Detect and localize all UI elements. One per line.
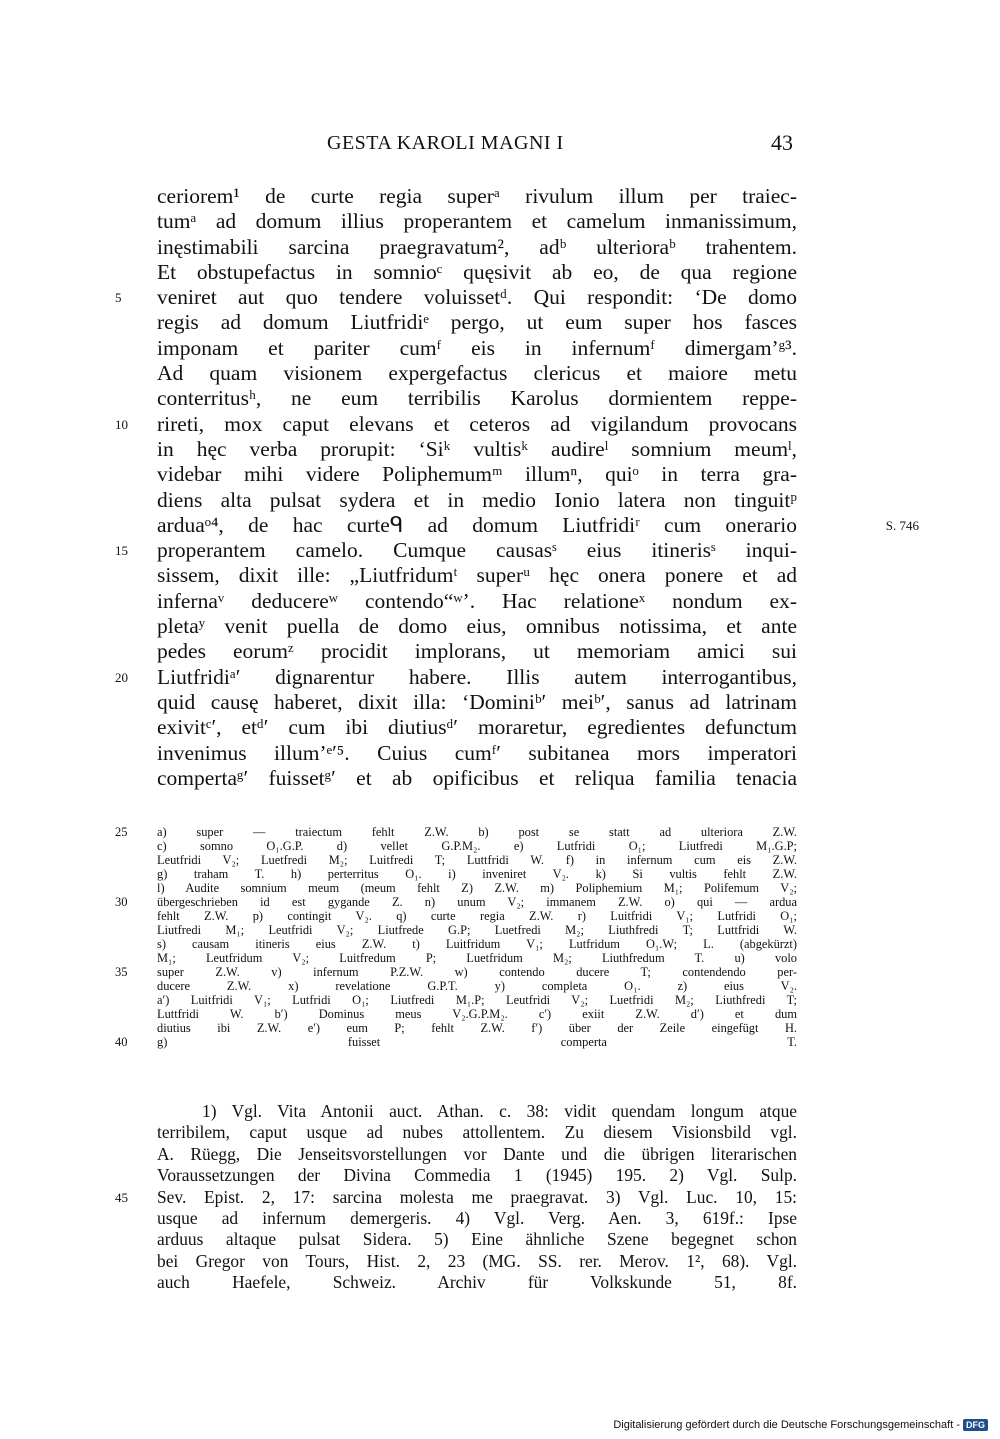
line-text: compertaᵍ′ fuissetᵍ′ et ab opificibus et reliqua familia tenacia (157, 765, 797, 790)
line-text: a′) Luitfridi V₁; Lutfridi O₁; Liutfredi M₁.P; Leutfridi V₂; Luetfridi M₂; Liuthfredi T; (157, 993, 797, 1007)
main-text-line (157, 209, 797, 234)
line-text: Luttfridi W. b′) Dominus meus V₂.G.P.M₂. c′) exiit Z.W. d′) et dum (157, 1007, 797, 1021)
line-text: videbar mihi videre Poliphemumᵐ illumⁿ, quiᵒ in terra gra- (157, 462, 797, 487)
line-number: 5 (115, 290, 122, 306)
source-notes (115, 1101, 797, 1294)
line-text: diutius ibi Z.W. e′) eum P; fehlt Z.W. f′) über der Zeile eingefügt H. (157, 1021, 797, 1035)
main-text-line (115, 285, 797, 310)
main-text-line (157, 437, 797, 462)
line-text: a) super — traiectum fehlt Z.W. b) post se statt ad ulteriora Z.W. (157, 825, 797, 839)
apparatus-line (157, 881, 797, 895)
main-text-line (157, 184, 797, 209)
apparatus-line (157, 909, 797, 923)
main-text-line (157, 386, 797, 411)
line-text: ceriorem¹ de curte regia superᵃ rivulum illum per traiec- (157, 184, 797, 208)
main-text-line (157, 310, 797, 335)
line-text: exivitᶜ′, etᵈ′ cum ibi diutiusᵈ′ moraretur, egredientes defunctum (157, 715, 797, 740)
main-text-line (157, 462, 797, 487)
notes-line (157, 1251, 797, 1272)
line-text: übergeschrieben id est gygande Z. n) unum V₂; immanem Z.W. o) qui — ardua (157, 895, 797, 909)
page-number: 43 (771, 130, 793, 155)
line-text: invenimus illum’ᵉ′⁵. Cuius cumᶠ′ subitanea mors imperatori (157, 740, 797, 765)
line-number: 30 (115, 895, 128, 909)
footer (613, 1419, 988, 1431)
apparatus-line (157, 993, 797, 1007)
line-text: diens alta pulsat sydera et in medio Ionio latera non tinguitᵖ (157, 487, 797, 512)
line-text: Liutfredi M₁; Leutfridi V₂; Liutfrede G.P; Luetfredi M₂; Liuthfredi T; Luttfridi W. (157, 923, 797, 937)
main-text-line (157, 488, 797, 513)
main-text-line (115, 411, 797, 437)
line-text: properantem camelo. Cumque causasˢ eius itinerisˢ inqui- (157, 538, 797, 563)
line-number: 20 (115, 669, 128, 685)
main-text-line (157, 639, 797, 664)
apparatus-line (157, 979, 797, 993)
line-text: quid causę haberet, dixit illa: ‘Dominiᵇ′ meiᵇ′, sanus ad latrinam (157, 689, 797, 714)
line-number: 15 (115, 543, 128, 559)
line-text: Et obstupefactus in somnioᶜ quęsivit ab eo, de qua regione (157, 259, 797, 284)
line-text: l) Audite somnium meum (meum fehlt Z) Z.W. m) Poliphemium M₁; Polifemum V₂; (157, 881, 797, 895)
notes-line (157, 1229, 797, 1250)
line-number: 45 (115, 1189, 128, 1205)
apparatus-line (157, 951, 797, 965)
line-text: ducere Z.W. x) revelatione G.P.T. y) completa O₁. z) eius V₂. (157, 979, 797, 993)
line-text: inęstimabili sarcina praegravatum², adᵇ ulterioraᵇ trahentem. (157, 234, 797, 259)
main-text-line (157, 766, 797, 791)
line-text: arduus altaque pulsat Sidera. 5) Eine ähnliche Szene begegnet schon (157, 1229, 797, 1250)
notes-line (157, 1122, 797, 1143)
line-text: regis ad domum Liutfridiᵉ pergo, ut eum super hos fasces (157, 310, 797, 335)
line-text: conterritusʰ, ne eum terribilis Karolus dormientem reppe- (157, 386, 797, 411)
apparatus-line (157, 853, 797, 867)
main-text-line (157, 614, 797, 639)
apparatus-line (115, 825, 797, 839)
notes-line (157, 1272, 797, 1293)
line-text: s) causam itineris eius Z.W. t) Luitfridum V₁; Lutfridum O₁.W; L. (abgekürzt) (157, 937, 797, 951)
line-text: bei Gregor von Tours, Hist. 2, 23 (MG. SS. rer. Merov. 1², 68). Vgl. (157, 1250, 797, 1271)
line-text: super Z.W. v) infernum P.Z.W. w) contendo ducere T; contendendo per- (157, 965, 797, 979)
line-number: 25 (115, 825, 128, 839)
line-text: Leutfridi V₂; Luetfredi M₂; Luitfredi T; Luttfridi W. f) in infernum cum eis Z.W. (157, 853, 797, 867)
main-text-line (157, 336, 797, 361)
apparatus-line (157, 1007, 797, 1021)
main-text-line (115, 538, 797, 563)
critical-apparatus (115, 825, 797, 1049)
main-text-line (157, 235, 797, 260)
line-number: 10 (115, 416, 128, 432)
line-text: Voraussetzungen der Divina Commedia 1 (1945) 195. 2) Vgl. Sulp. (157, 1165, 797, 1186)
main-text-line (157, 741, 797, 766)
line-text: infernaᵛ deducereʷ contendo“ʷ’. Hac relationeˣ nondum ex- (157, 588, 797, 613)
main-text-block (115, 184, 919, 791)
line-text: g) traham T. h) perterritus O₁. i) inveniret V₂. k) Si vultis fehlt Z.W. (157, 867, 797, 881)
margin-page-reference: S. 746 (885, 517, 919, 533)
notes-line (157, 1208, 797, 1229)
footer-text: Digitalisierung gefördert durch die Deutsche Forschungsgemeinschaft - (613, 1419, 960, 1431)
line-text: imponam et pariter cumᶠ eis in infernumᶠ dimergam’ᵍ³. (157, 335, 797, 360)
main-text-line (157, 690, 797, 715)
line-text: sissem, dixit ille: „Liutfridumᵗ superᵘ hęc onera ponere et ad (157, 563, 797, 588)
apparatus-line (157, 923, 797, 937)
main-text-line (157, 589, 797, 614)
line-text: fehlt Z.W. p) contingit V₂. q) curte regia Z.W. r) Luitfridi V₁; Lutfridi O₁; (157, 909, 797, 923)
notes-line (157, 1165, 797, 1186)
line-number: 40 (115, 1035, 128, 1049)
line-text: pedes eorumᶻ procidit implorans, ut memoriam amici sui (157, 639, 797, 664)
apparatus-line (157, 1021, 797, 1035)
line-number: 35 (115, 965, 128, 979)
line-text: A. Rüegg, Die Jenseitsvorstellungen vor Dante und die übrigen literarischen (157, 1143, 797, 1164)
main-text-line (157, 361, 797, 386)
notes-line (157, 1144, 797, 1165)
line-text: c) somno O₁.G.P. d) vellet G.P.M₂. e) Lutfridi O₁; Liutfredi M₁.G.P; (157, 839, 797, 853)
running-title: GESTA KAROLI MAGNI I (327, 132, 564, 154)
line-text: auch Haefele, Schweiz. Archiv für Volkskunde 51, 8f. (157, 1272, 797, 1293)
line-text: Liutfridiᵃ′ dignarentur habere. Illis autem interrogantibus, (157, 664, 797, 689)
apparatus-line (157, 937, 797, 951)
apparatus-line (115, 965, 797, 979)
line-text: M₁; Leutfridum V₂; Luitfredum P; Luetfridum M₂; Liuthfredum T. u) volo (157, 951, 797, 965)
notes-line (157, 1101, 797, 1122)
line-text: g) fuisset comperta T. (157, 1035, 797, 1049)
line-text: 1) Vgl. Vita Antonii auct. Athan. c. 38: vidit quendam longum atque (202, 1101, 797, 1121)
notes-line (115, 1186, 797, 1208)
apparatus-line (157, 867, 797, 881)
line-text: Ad quam visionem expergefactus clericus et maiore metu (157, 361, 797, 386)
line-text: Sev. Epist. 2, 17: sarcina molesta me praegravat. 3) Vgl. Luc. 10, 15: (157, 1186, 797, 1207)
main-text-line (115, 664, 797, 690)
main-text-line (157, 512, 919, 538)
main-text-line (157, 715, 797, 740)
line-text: rireti, mox caput elevans et ceteros ad vigilandum provocans (157, 411, 797, 436)
line-text: in hęc verba prorupit: ‘Siᵏ vultisᵏ audireˡ somnium meumˡ, (157, 436, 797, 461)
line-text: veniret aut quo tendere voluissetᵈ. Qui respondit: ‘De domo (157, 285, 797, 310)
dfg-logo: DFG (963, 1419, 988, 1431)
line-text: terribilem, caput usque ad nubes attollentem. Zu diesem Visionsbild vgl. (157, 1122, 797, 1143)
apparatus-line (157, 839, 797, 853)
line-text: usque ad infernum demergeris. 4) Vgl. Verg. Aen. 3, 619f.: Ipse (157, 1207, 797, 1228)
line-text: pletaʸ venit puella de domo eius, omnibus notissima, et ante (157, 614, 797, 639)
apparatus-line (115, 895, 797, 909)
apparatus-line (115, 1035, 797, 1049)
line-text: arduaᵒ⁴, de hac curteᑫ ad domum Liutfridiʳ cum onerario (157, 512, 797, 537)
line-text: tumᵃ ad domum illius properantem et camelum inmanissimum, (157, 209, 797, 234)
main-text-line (157, 260, 797, 285)
main-text-line (157, 563, 797, 588)
